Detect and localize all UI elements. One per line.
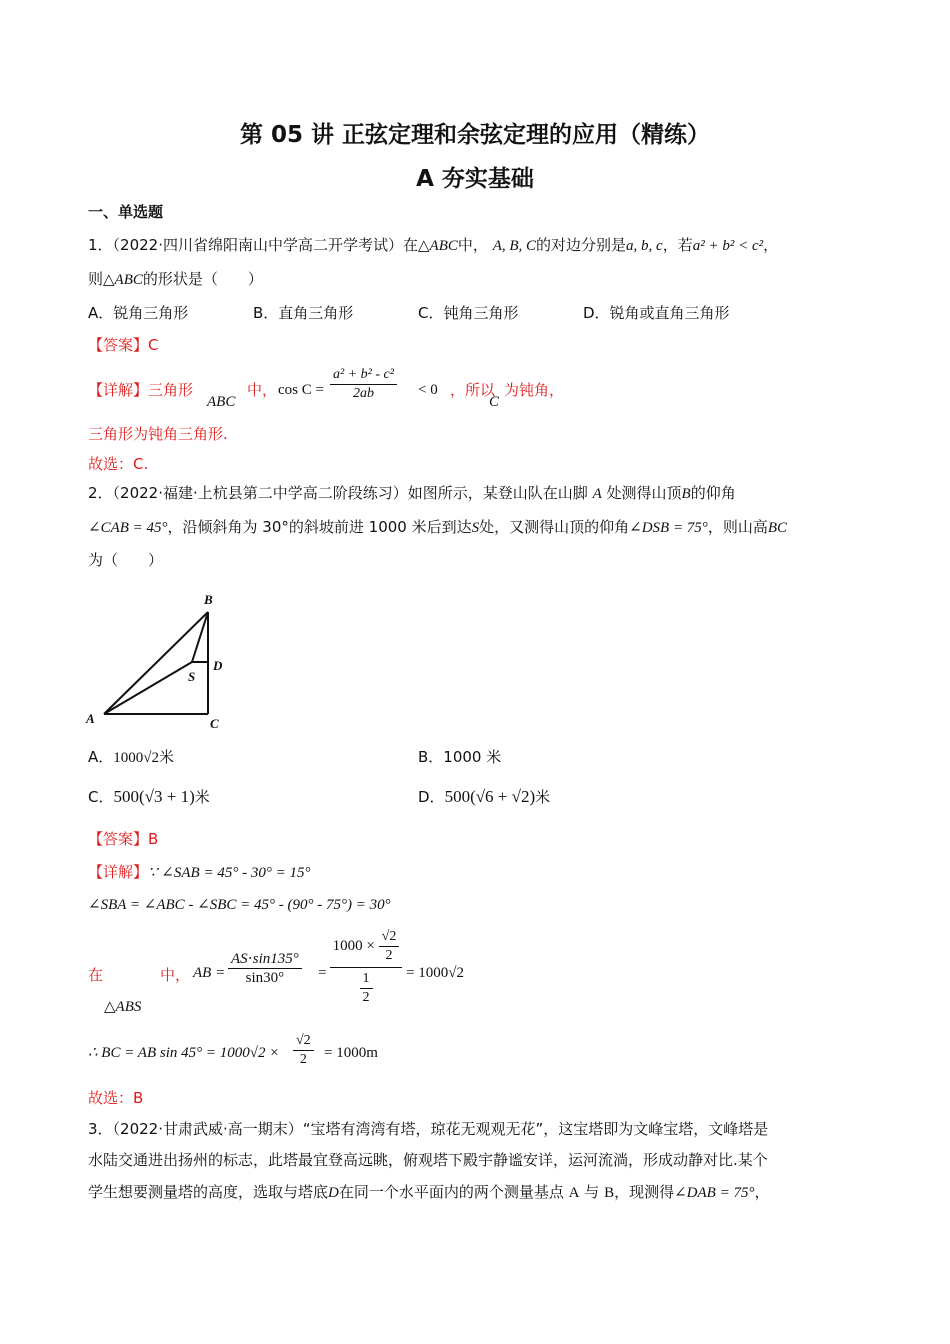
bc-formula: ∴ BC = AB sin 45° = 1000√2 × [88,1045,280,1061]
option-b[interactable]: B．直角三角形 [253,304,354,322]
label-c: C [210,716,219,731]
question-2-line-1: 2．（2022·福建·上杭县第二中学高二阶段练习）如图所示，某登山队在山脚 A 处测得山顶B的仰角 [88,484,736,502]
question-3-line-3: 学生想要测量塔的高度，选取与塔底D在同一个水平面内的两个测量基点 A 与 B，现测得∠DAB = 75°， [88,1183,770,1201]
answer-label: 【答案】C [88,336,159,354]
answer-label: 【答案】B [88,830,159,848]
sine-rule-fraction: $\frac{AS\cdot\sin 135^\circ}{\sin 30^\circ}$ [228,950,302,987]
page-subtitle: A 夯实基础 [416,166,534,192]
question-source: （2022·福建·上杭县第二中学高二阶段练习） [112,484,408,502]
option-d[interactable]: D．锐角或直角三角形 [583,304,730,322]
question-source: （2022·甘肃武威·高一期末） [112,1120,303,1138]
detail-line-2: 三角形为钝角三角形. [88,425,228,443]
question-number: 1． [88,236,113,254]
page-title: 第 05 讲 正弦定理和余弦定理的应用（精练） [239,122,711,148]
question-1-line-2: 则△ABC的形状是（ ） [88,270,263,288]
sqrt-fraction: $\frac{√2}{2}$ [293,1032,314,1069]
bc-result: = 1000m [324,1045,378,1061]
option-a[interactable]: A．1000√2米 [88,748,175,766]
label-d: D [213,658,223,673]
inequality: < 0 [418,382,438,398]
detail-in: 在 [88,966,104,984]
question-number: 3． [88,1120,113,1138]
option-c[interactable]: C．500(√3 + 1)米 [88,787,210,806]
option-d[interactable]: D．500(√6 + √2)米 [418,787,551,806]
choose-line: 故选：B [88,1089,144,1107]
detail-text: 中， [247,381,278,399]
equals: = [318,965,327,981]
detail-mid: 中， [160,966,191,984]
mountain-figure [82,590,232,735]
section-heading: 一、单选题 [88,203,164,221]
question-3-line-2: 水陆交通进出扬州的标志，此塔最宜登高远眺，俯观塔下殿宇静谧安详，运河流淌，形成动静对比.某个 [88,1151,768,1169]
ab-label: AB = [193,965,226,981]
question-1-line-1: 1．（2022·四川省绵阳南山中学高二开学考试）在△ABC中， A, B, C的对边分别是a, b, c，若a² + b² < c²， [88,236,779,254]
question-number: 2． [88,484,113,502]
angle-c: C [489,394,500,410]
cos-formula: cos C = [278,382,324,398]
question-source: （2022·四川省绵阳南山中学高二开学考试） [112,236,403,254]
label-b: B [204,592,213,607]
detail-text: 为钝角， [504,381,565,399]
detail-text: ，所以 [450,381,496,399]
label-a: A [86,711,95,726]
label-s: S [188,669,196,684]
choose-line: 故选：C. [88,455,149,473]
option-b[interactable]: B．1000 米 [418,748,502,766]
option-a[interactable]: A．锐角三角形 [88,304,189,322]
question-2-line-2: ∠CAB = 45°，沿倾斜角为 30°的斜坡前进 1000 米后到达S处，又测得山顶的仰角∠DSB = 75°，则山高BC [88,518,787,536]
detail-step-2: ∠SBA = ∠ABC - ∠SBC = 45° - (90° - 75°) = 30° [88,897,391,913]
question-3-line-1: 3．（2022·甘肃武威·高一期末）“宝塔有湾湾有塔，琼花无观观无花”，这宝塔即为文峰宝塔，文峰塔是 [88,1120,769,1138]
detail-step-1: 【详解】∵ ∠SAB = 45° - 30° = 15° [88,863,311,881]
triangle-name: ABC [207,394,236,410]
triangle-abs: △ABS [104,999,142,1015]
result: = 1000√2 [406,965,464,981]
detail-line-1: 【详解】三角形 [88,381,194,399]
cos-fraction: $\frac{\text{a² + b² - c²}}{2ab}$ [330,366,397,403]
compound-fraction: 1000 × $\frac{√2}{2}$ $\frac{1}{2}$ [330,928,402,1007]
option-c[interactable]: C．钝角三角形 [418,304,519,322]
question-2-line-3: 为（ ） [88,551,164,569]
